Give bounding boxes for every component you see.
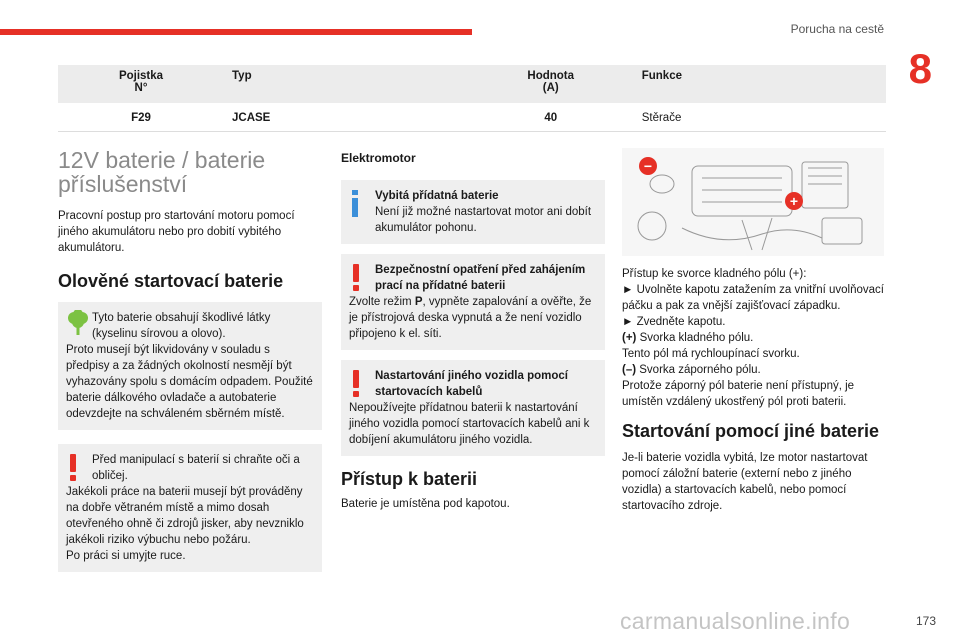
plus-terminal-line: (+) Svorka kladného pólu. (622, 332, 754, 344)
access-line-2: ► Uvolněte kapotu zatažením za vnitřní uvolňovací páčku a pak za vnější zajišťovací západku. (622, 284, 884, 312)
recycle-tree-icon (66, 310, 90, 341)
section-title: 12V baterie / baterie příslušenství (58, 147, 266, 197)
environment-note-body: Proto musejí být likvidovány v souladu s předpisy a za žádných okolností nesmějí být vyhazovány spolu s domácím odpadem. Použité baterie dálkového ovladače a autobaterie odevzdejte na schváleném sběrném místě. (66, 344, 313, 420)
intro-text: Pracovní postup pro startování motoru pomocí jiného akumulátoru nebo pro dobití vybitého akumulátoru. (58, 210, 295, 254)
chapter-title: Porucha na cestě (790, 22, 884, 36)
battery-access-heading: Přístup k baterii (341, 469, 478, 489)
access-line-1: Přístup ke svorce kladného pólu (+): (622, 268, 807, 280)
right-column (622, 148, 886, 514)
environment-note (58, 302, 322, 430)
cell-type: JCASE (224, 104, 468, 132)
engine-bay-image (622, 148, 884, 256)
page-number: 173 (915, 614, 936, 628)
warning-exclamation-icon (66, 452, 80, 487)
safety-warning (58, 444, 322, 572)
jumpstart-warning-body: Nepoužívejte přídatnou baterii k nastartování jiného vozidla pomocí startovacích kabelů ani k dobíjení akumulátoru jiného vozidla. (349, 402, 590, 446)
safety-warning-body: Jakékoli práce na baterii musejí být prováděny na dobře větraném místě a mimo dosah otevřeného ohně či zdrojů jisker, aby nevzniklo jakékoli riziko výbuchu nebo požáru. (66, 486, 304, 546)
access-line-3: ► Zvedněte kapotu. (622, 316, 726, 328)
jumpstart-heading: Startování pomocí jiné baterie (622, 421, 880, 441)
lead-battery-heading: Olověné startovací baterie (58, 271, 284, 291)
header-value: Hodnota (A) (468, 65, 634, 104)
header-accent-bar (0, 29, 472, 35)
precaution-warning-body: Zvolte režim P, vypněte zapalování a ověřte, že je přístrojová deska vypnutá a že není vozidlo připojeno k el. síti. (349, 296, 592, 340)
plus-terminal-note: Tento pól má rychloupínací svorku. (622, 348, 800, 360)
left-column (58, 148, 322, 582)
jumpstart-warning (341, 360, 605, 456)
battery-access-text: Baterie je umístěna pod kapotou. (341, 498, 510, 510)
warning-exclamation-icon (349, 262, 363, 297)
header-function: Funkce (634, 65, 886, 104)
header-type: Typ (224, 65, 468, 104)
watermark: carmanualsonline.info (620, 608, 851, 634)
cell-value: 40 (468, 104, 634, 132)
info-note-body-1: Není již možné nastartovat motor ani dobít akumulátor pohonu. (375, 206, 592, 234)
environment-note-lead: Tyto baterie obsahují škodlivé látky (kyselinu sírovou a olovo). (92, 312, 271, 340)
jumpstart-text: Je-li baterie vozidla vybitá, lze motor nastartovat pomocí záložní baterie (externí nebo z jiného vozidla) a startovacích kabelů, nebo pomocí startovacího zdroje. (622, 452, 868, 512)
precaution-warning (341, 254, 605, 350)
table-row (58, 104, 886, 132)
minus-terminal-label: − (643, 158, 653, 174)
fuse-table-header (58, 65, 886, 104)
warning-exclamation-icon (349, 368, 363, 403)
fuse-table (58, 65, 886, 132)
minus-terminal-line: (–) Svorka záporného pólu. (622, 364, 761, 376)
safety-warning-lead: Před manipulací s baterií si chraňte oči a obličej. (92, 454, 300, 482)
chapter-number: 8 (908, 45, 932, 92)
cell-fuse-no: F29 (58, 104, 224, 132)
info-note-title: Vybitá přídatná baterie (375, 190, 499, 202)
info-note (341, 180, 605, 244)
cell-function: Stěrače (634, 104, 886, 132)
electric-motor-heading: Elektromotor (341, 151, 416, 165)
header-fuse-no: Pojistka N° (58, 65, 224, 104)
plus-terminal-label: + (789, 193, 799, 209)
info-icon (349, 188, 361, 223)
minus-terminal-note: Protože záporný pól baterie není přístupný, je umístěn vzdálený ukostřený pól proti baterii. (622, 380, 855, 408)
precaution-warning-title: Bezpečnostní opatření před zahájením prací na přídatné baterii (375, 264, 586, 292)
jumpstart-warning-title: Nastartování jiného vozidla pomocí startovacích kabelů (375, 370, 568, 398)
middle-column (341, 148, 605, 512)
safety-warning-wash: Po práci si umyjte ruce. (66, 550, 186, 562)
